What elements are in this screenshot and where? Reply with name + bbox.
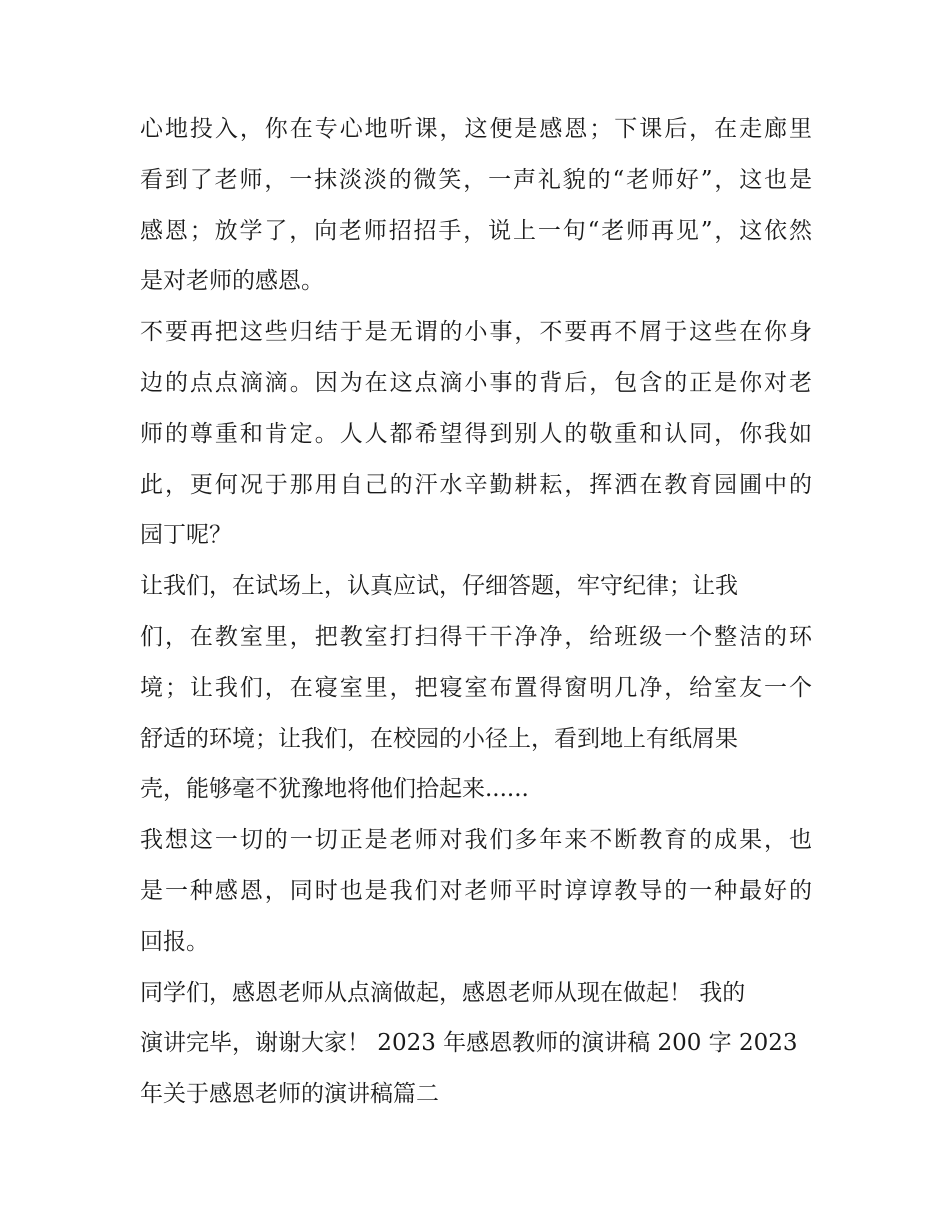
text-line: 同学们，感恩老师从点滴做起，感恩老师从现在做起！ 我的 bbox=[140, 979, 746, 1006]
text-line: 我想这一切的一切正是老师对我们多年来不断教育的成果，也 bbox=[140, 827, 812, 854]
text-line: 师的尊重和肯定。人人都希望得到别人的敬重和认同，你我如 bbox=[140, 420, 812, 447]
text-line: 境；让我们，在寝室里，把寝室布置得窗明几净，给室友一个 bbox=[140, 674, 812, 701]
paragraph-5 bbox=[140, 968, 812, 1120]
text-line: 壳，能够毫不犹豫地将他们拾起来...... bbox=[140, 776, 529, 803]
text-line: 此，更何况于那用自己的汗水辛勤耕耘，挥洒在教育园圃中的 bbox=[140, 471, 812, 498]
text-line: 心地投入，你在专心地听课，这便是感恩；下课后，在走廊里 bbox=[140, 116, 812, 142]
text-line: 感恩；放学了，向老师招招手，说上一句“老师再见”，这依然 bbox=[140, 217, 812, 244]
text-line: 演讲完毕，谢谢大家！ 2023 年感恩教师的演讲稿 200 字 2023 bbox=[140, 1030, 798, 1057]
text-line: 是一种感恩，同时也是我们对老师平时谆谆教导的一种最好的 bbox=[140, 877, 812, 904]
text-line: 园丁呢？ bbox=[140, 522, 232, 549]
paragraph-4 bbox=[140, 815, 812, 967]
text-line: 舒适的环境；让我们，在校园的小径上，看到地上有纸屑果 bbox=[140, 725, 738, 752]
paragraph-3 bbox=[140, 561, 812, 815]
text-line: 边的点点滴滴。因为在这点滴小事的背后，包含的正是你对老 bbox=[140, 369, 812, 396]
text-line: 年关于感恩老师的演讲稿篇二 bbox=[140, 1081, 439, 1108]
document-body bbox=[140, 104, 812, 1120]
text-line: 看到了老师，一抹淡淡的微笑，一声礼貌的“老师好”，这也是 bbox=[140, 166, 812, 193]
text-line: 让我们，在试场上，认真应试，仔细答题，牢守纪律；让我 bbox=[140, 573, 738, 600]
paragraph-2 bbox=[140, 307, 812, 561]
text-line: 不要再把这些归结于是无谓的小事，不要再不屑于这些在你身 bbox=[140, 319, 812, 346]
paragraph-1 bbox=[140, 104, 812, 307]
text-line: 是对老师的感恩。 bbox=[140, 268, 324, 295]
text-line: 们，在教室里，把教室打扫得干干净净，给班级一个整洁的环 bbox=[140, 623, 812, 650]
text-line: 回报。 bbox=[140, 928, 209, 955]
